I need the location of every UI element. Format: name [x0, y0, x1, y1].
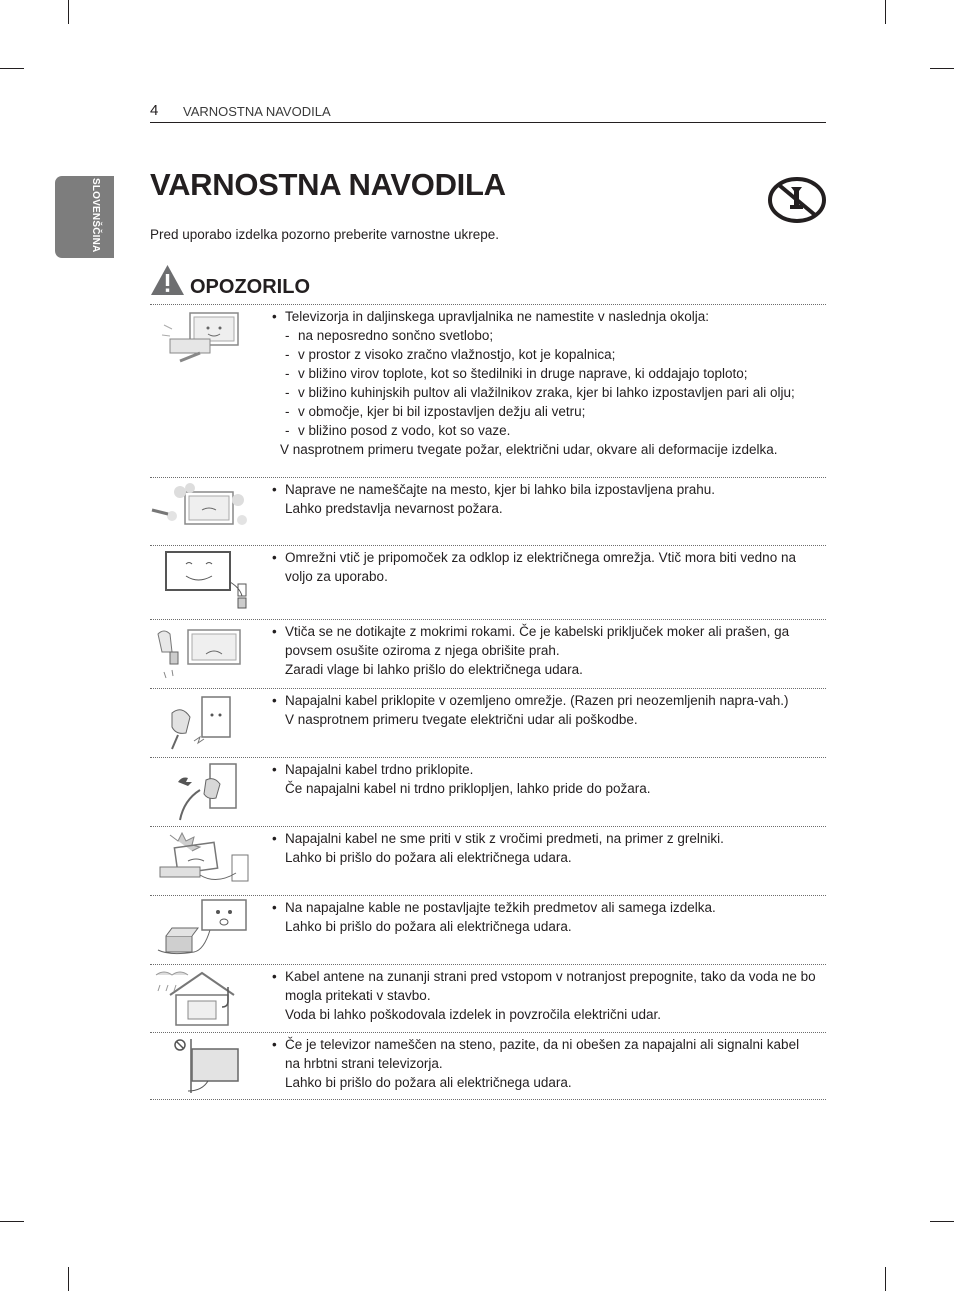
list-item	[150, 964, 826, 1032]
item-bullet: • Napajalni kabel ne sme priti v stik z vročimi predmeti, na primer z grelniki.	[270, 829, 816, 848]
intro-text: Pred uporabo izdelka pozorno preberite varnostne ukrepe.	[150, 227, 499, 242]
crop-mark	[68, 1267, 69, 1291]
item-bullet: • Televizorja in daljinskega upravljalnika ne namestite v naslednja okolja:	[270, 307, 816, 326]
plug-inserted-firmly-illustration	[150, 760, 255, 822]
list-item	[150, 304, 826, 477]
crop-mark	[930, 68, 954, 69]
item-consequence: V nasprotnem primeru tvegate električni udar ali poškodbe.	[285, 712, 638, 727]
item-consequence: V nasprotnem primeru tvegate požar, električni udar, okvare ali deformacije izdelka.	[280, 442, 778, 457]
crop-mark	[885, 1267, 886, 1291]
list-item	[150, 477, 826, 545]
list-item	[150, 688, 826, 757]
item-bullet: • Napajalni kabel priklopite v ozemljeno omrežje. (Razen pri neozemljenih napra-vah.)	[270, 691, 816, 710]
item-subpoint: - na neposredno sončno svetlobo;	[270, 326, 816, 345]
no-disassembly-icon	[767, 176, 827, 224]
page-number: 4	[150, 102, 159, 119]
crop-mark	[885, 0, 886, 24]
page-title: VARNOSTNA NAVODILA	[150, 167, 506, 202]
wall-mounted-tv-cable-illustration	[150, 1035, 255, 1097]
warning-icon	[150, 264, 185, 296]
item-subpoint: - v bližino virov toplote, kot so štedilniki in druge naprave, ki oddajajo toploto;	[270, 364, 816, 383]
running-title: VARNOSTNA NAVODILA	[183, 104, 331, 119]
antenna-cable-house-illustration	[150, 967, 255, 1029]
crop-mark	[930, 1221, 954, 1222]
item-consequence: Lahko bi prišlo do požara ali električnega udara.	[285, 1075, 572, 1090]
item-subpoint: - v bližino kuhinjskih pultov ali vlažilnikov zraka, kjer bi lahko izpostavljen pari ali olju;	[270, 383, 816, 402]
list-item	[150, 619, 826, 688]
item-bullet: • Naprave ne nameščajte na mesto, kjer bi lahko bila izpostavljena prahu.	[270, 480, 816, 499]
page-header	[150, 101, 826, 123]
list-item	[150, 1032, 826, 1100]
language-tab	[55, 176, 114, 258]
crop-mark	[0, 1221, 24, 1222]
item-subpoint: - v območje, kjer bi bil izpostavljen dežju ali vetru;	[270, 402, 816, 421]
list-item	[150, 757, 826, 826]
item-consequence: Lahko bi prišlo do požara ali električnega udara.	[285, 850, 572, 865]
item-consequence: Lahko bi prišlo do požara ali električnega udara.	[285, 919, 572, 934]
wet-hands-plug-illustration	[150, 622, 255, 684]
item-bullet: • Vtiča se ne dotikajte z mokrimi rokami. Če je kabelski priključek moker ali prašen, ga povsem osušite oziroma z njega obrišite prah.	[270, 622, 816, 660]
crop-mark	[0, 68, 24, 69]
list-item	[150, 895, 826, 964]
item-bullet: • Kabel antene na zunanji strani pred vstopom v notranjost prepognite, tako da voda ne bo mogla pritekati v stavbo.	[270, 967, 816, 1005]
item-bullet: • Na napajalne kable ne postavljajte težkih predmetov ali samega izdelka.	[270, 898, 816, 917]
warning-title: OPOZORILO	[190, 276, 310, 298]
warning-list	[150, 304, 826, 1100]
language-tab-label: SLOVENŠČINA	[90, 178, 101, 253]
item-consequence: Lahko predstavlja nevarnost požara.	[285, 501, 503, 516]
item-consequence: Če napajalni kabel ni trdno priklopljen, lahko pride do požara.	[285, 781, 651, 796]
crop-mark	[68, 0, 69, 24]
cable-near-heater-illustration	[150, 829, 255, 891]
tv-with-plug-illustration	[150, 548, 255, 610]
dusty-tv-illustration	[150, 480, 255, 542]
list-item	[150, 545, 826, 619]
item-bullet: • Napajalni kabel trdno priklopite.	[270, 760, 816, 779]
tv-in-sun-and-humidity-illustration	[150, 309, 255, 371]
heavy-object-on-cable-illustration	[150, 898, 255, 960]
item-consequence: Zaradi vlage bi lahko prišlo do električnega udara.	[285, 662, 583, 677]
item-bullet: • Omrežni vtič je pripomoček za odklop iz električnega omrežja. Vtič mora biti vedno na voljo za uporabo.	[270, 548, 816, 586]
item-bullet: • Če je televizor nameščen na steno, pazite, da ni obešen za napajalni ali signalni kabel na hrbtni strani televizorja.	[270, 1035, 816, 1073]
grounded-outlet-illustration	[150, 691, 255, 753]
item-consequence: Voda bi lahko poškodovala izdelek in povzročila električni udar.	[285, 1007, 661, 1022]
item-subpoint: - v prostor z visoko zračno vlažnostjo, kot je kopalnica;	[270, 345, 816, 364]
item-subpoint: - v bližino posod z vodo, kot so vaze.	[270, 421, 816, 440]
list-item	[150, 826, 826, 895]
